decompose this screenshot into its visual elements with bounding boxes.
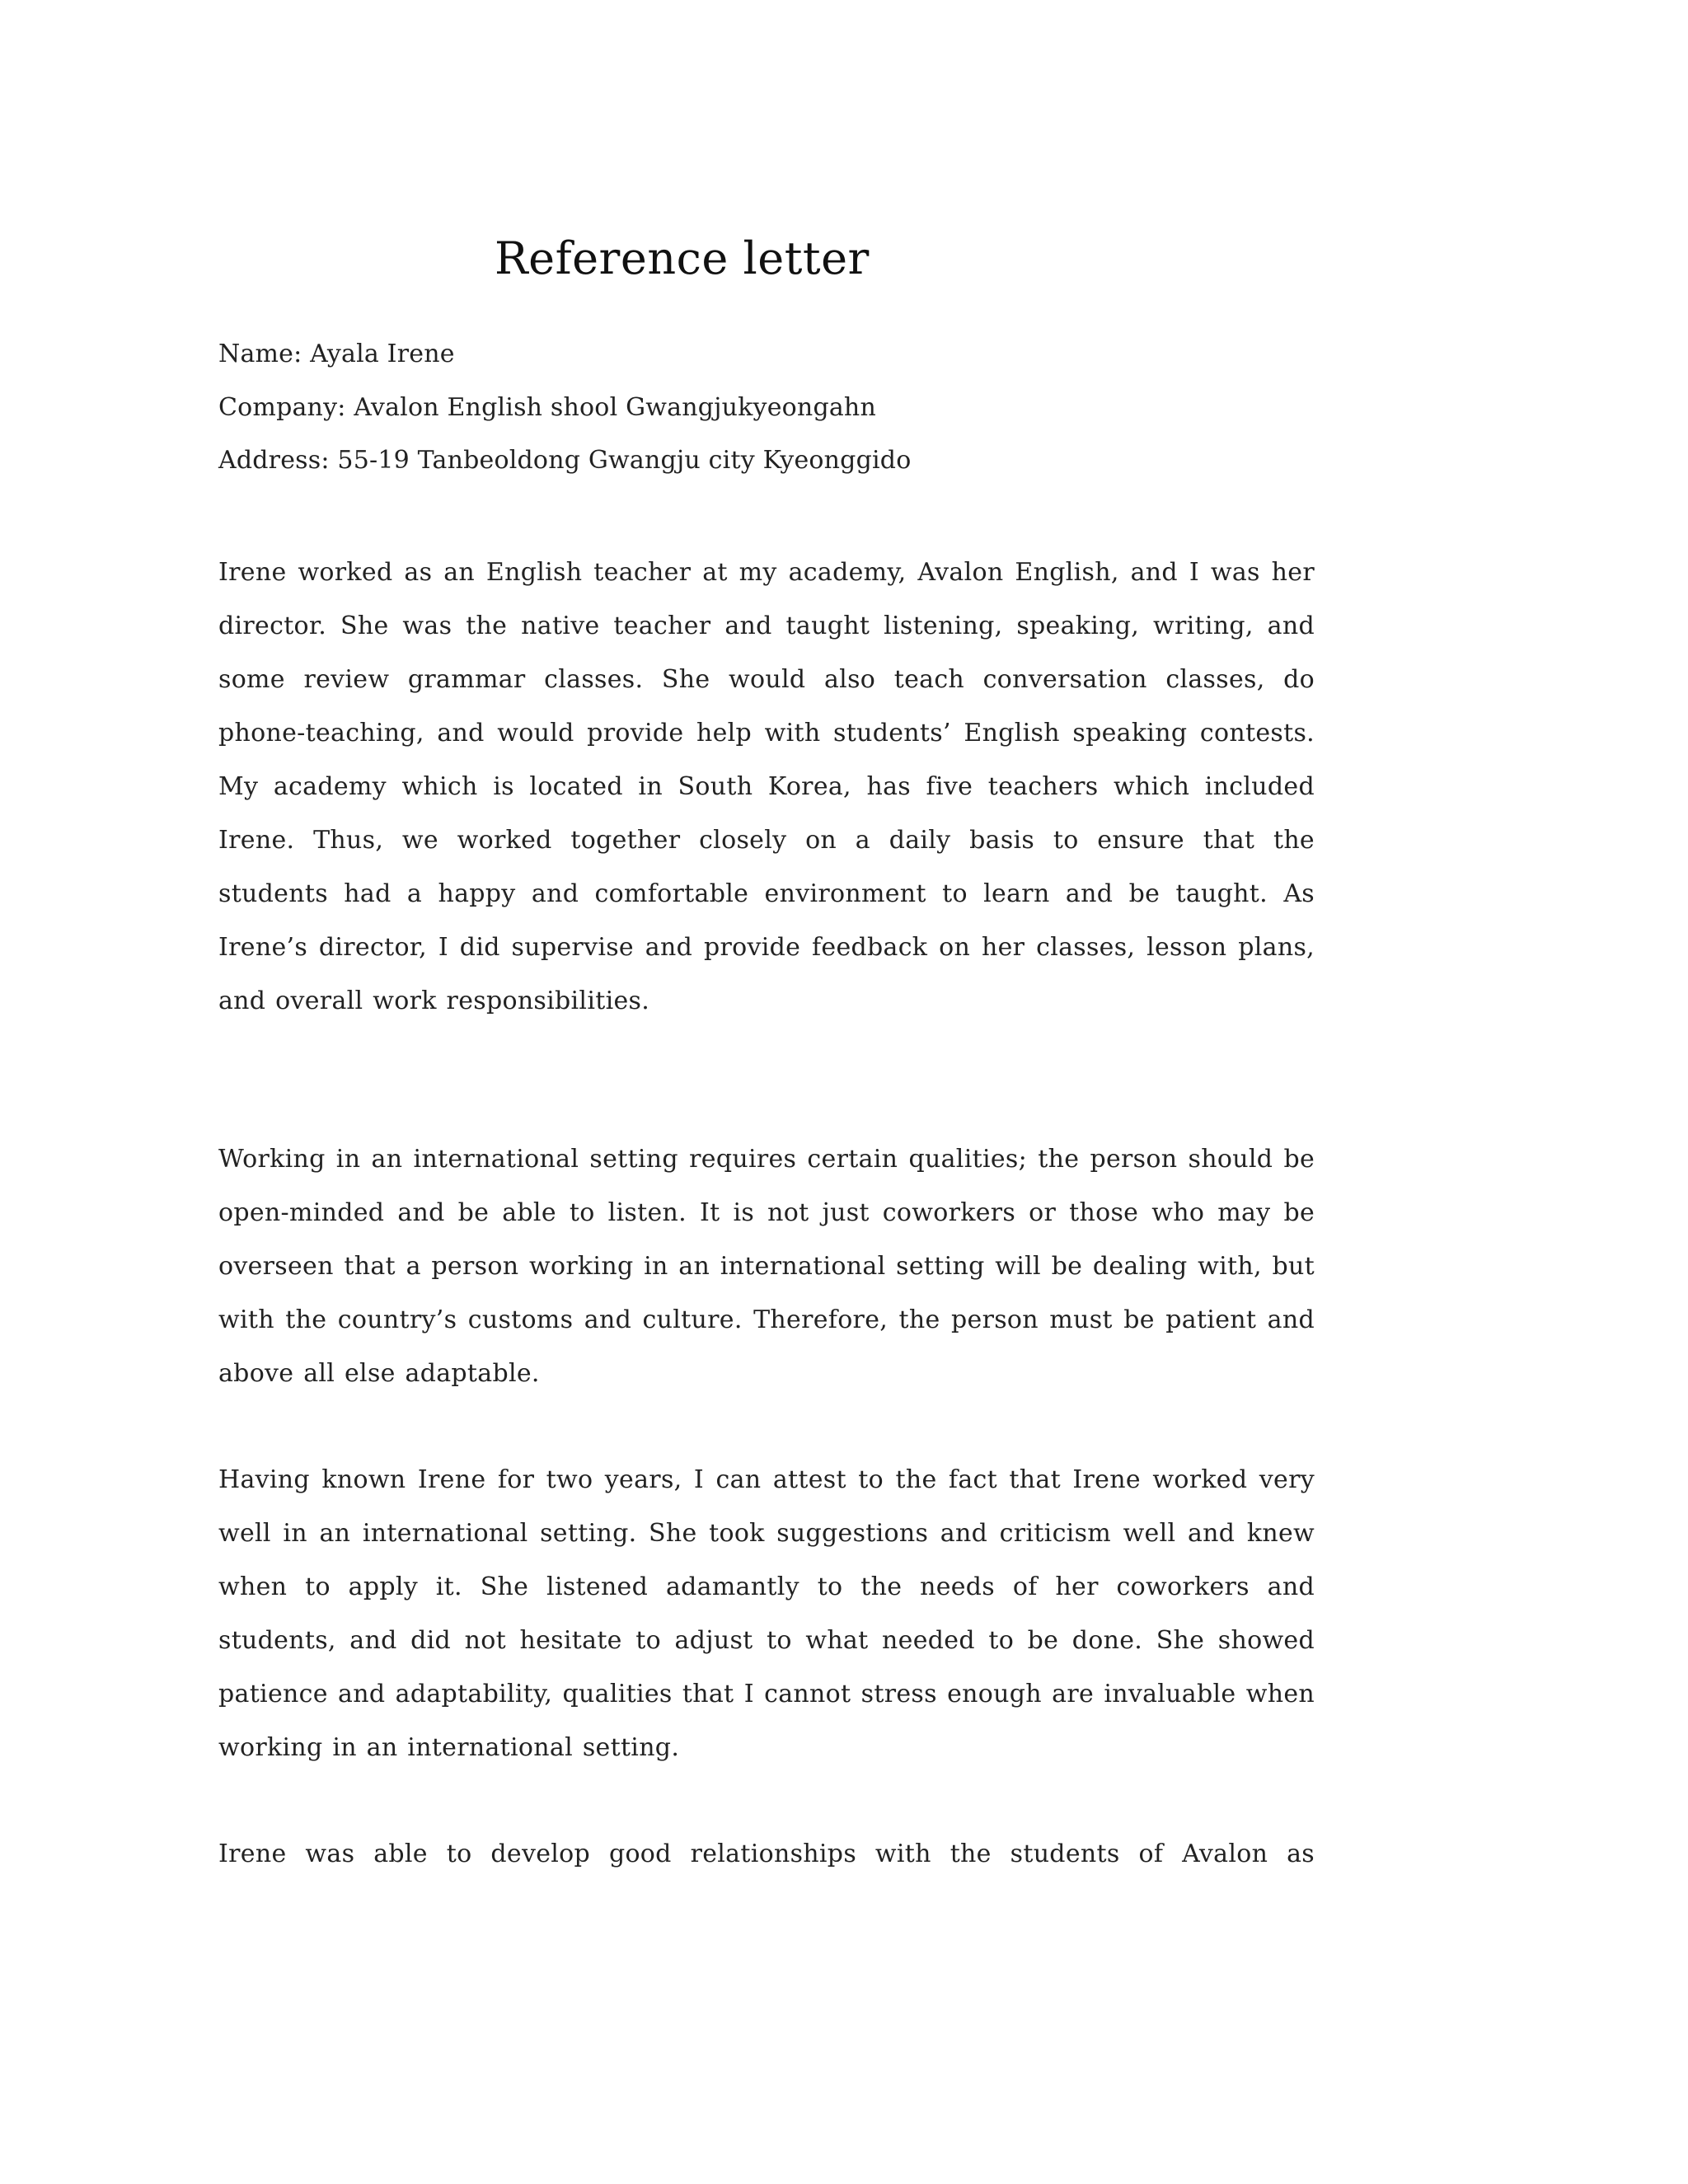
paragraph-3: Having known Irene for two years, I can attest to the fact that Irene worked very well in an international setting. She took suggestions and criticism well and knew when to apply it. She listened adamantly to the needs of her coworkers and students, and did not hesitate to adjust to what needed to be done. She showed patience and adaptability, qualities that I cannot stress enough are invaluable when working in an international setting. xyxy=(218,1465,1315,1762)
document-title: Reference letter xyxy=(495,232,870,284)
company-line: Company: Avalon English shool Gwangjukyeongahn xyxy=(218,393,876,422)
paragraph-2: Working in an international setting requires certain qualities; the person should be open-minded and be able to listen. It is not just coworkers or those who may be overseen that a person working in an international setting will be dealing with, but with the country’s customs and culture. Therefore, the person must be patient and above all else adaptable. xyxy=(218,1145,1315,1388)
paragraph-1: Irene worked as an English teacher at my academy, Avalon English, and I was her director. She was the native teacher and taught listening, speaking, writing, and some review grammar classes. She would also teach conversation classes, do phone-teaching, and would provide help with students’ English speaking contests. My academy which is located in South Korea, has five teachers which included Irene. Thus, we worked together closely on a daily basis to ensure that the students had a happy and comfortable environment to learn and be taught. As Irene’s director, I did supervise and provide feedback on her classes, lesson plans, and overall work responsibilities. xyxy=(218,558,1315,1015)
paragraph-4: Irene was able to develop good relationships with the students of Avalon as xyxy=(218,1840,1315,1868)
address-line: Address: 55-19 Tanbeoldong Gwangju city Kyeonggido xyxy=(218,446,912,475)
name-line: Name: Ayala Irene xyxy=(218,340,455,368)
